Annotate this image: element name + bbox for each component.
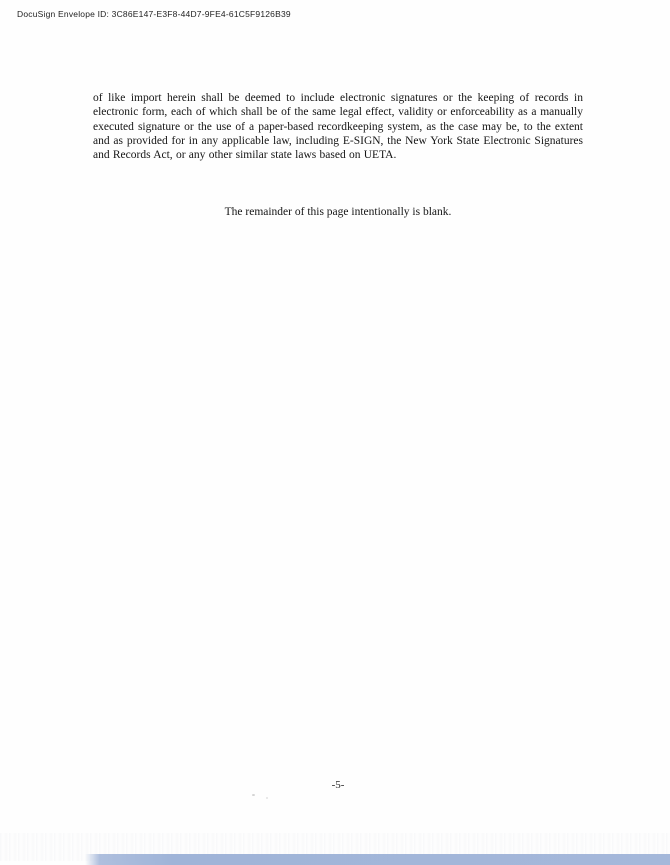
document-body bbox=[93, 91, 583, 220]
docusign-envelope-id: DocuSign Envelope ID: 3C86E147-E3F8-44D7-9FE4-61C5F9126B39 bbox=[17, 9, 291, 19]
scan-edge-strip bbox=[85, 854, 670, 865]
scan-artifact-speck bbox=[252, 794, 255, 796]
blank-page-notice: The remainder of this page intentionally is blank. bbox=[224, 206, 452, 219]
body-paragraph: of like import herein shall be deemed to include electronic signatures or the keeping of records in electronic form, each of which shall be of the same legal effect, validity or enforceability as a manually executed signature or the use of a paper-based recordkeeping system, as the case may be, to the extent and as provided for in any applicable law, including E-SIGN, the New York State Electronic Signatures and Records Act, or any other similar state laws based on UETA. bbox=[93, 92, 583, 162]
scan-artifact-speck bbox=[266, 797, 268, 799]
page-number: -5- bbox=[331, 779, 345, 791]
